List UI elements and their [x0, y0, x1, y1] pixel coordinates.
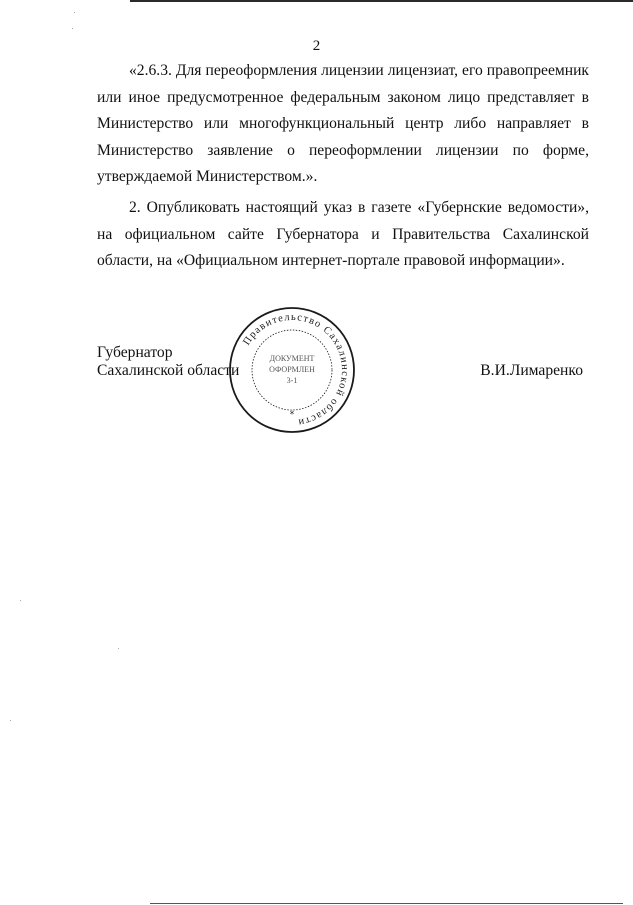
- document-body: [97, 58, 589, 275]
- signatory-position-line2: Сахалинской области: [97, 362, 240, 379]
- signatory-position: [97, 344, 239, 380]
- scan-speck: [72, 28, 73, 29]
- seal-center-line3: 3-1: [286, 376, 298, 385]
- signatory-position-line1: Губернатор: [97, 344, 173, 361]
- seal-center-line1: ДОКУМЕНТ: [269, 354, 315, 363]
- official-seal: [228, 306, 356, 434]
- seal-center-line2: ОФОРМЛЕН: [269, 365, 315, 374]
- paragraph-publish: 2. Опубликовать настоящий указ в газете «Губернские ведомости», на официальном сайте Губернатора и Правительства Сахалинской области, на «Официальном интернет-портале правовой информации».: [97, 198, 589, 270]
- signatory-name: В.И.Лимаренко: [480, 362, 583, 379]
- scan-speck: [20, 600, 21, 601]
- scan-speck: [74, 12, 75, 13]
- paragraph-2-6-3: «2.6.3. Для переоформления лицензии лицензиат, его правопреемник или иное предусмотренное федеральным законом лицо представляет в Министерство или многофункциональный центр либо направляет в Министерство заявление о переоформлении лицензии по форме, утверждаемой Министерством.».: [97, 62, 589, 186]
- page-number: 2: [312, 38, 321, 54]
- seal-star-icon: *: [289, 410, 295, 420]
- scan-speck: [10, 720, 11, 721]
- scan-edge-bottom: [150, 903, 623, 904]
- scan-speck: [118, 648, 119, 649]
- seal-ring-text: Правительство Сахалинской области: [241, 311, 351, 428]
- scan-edge-top: [130, 0, 633, 2]
